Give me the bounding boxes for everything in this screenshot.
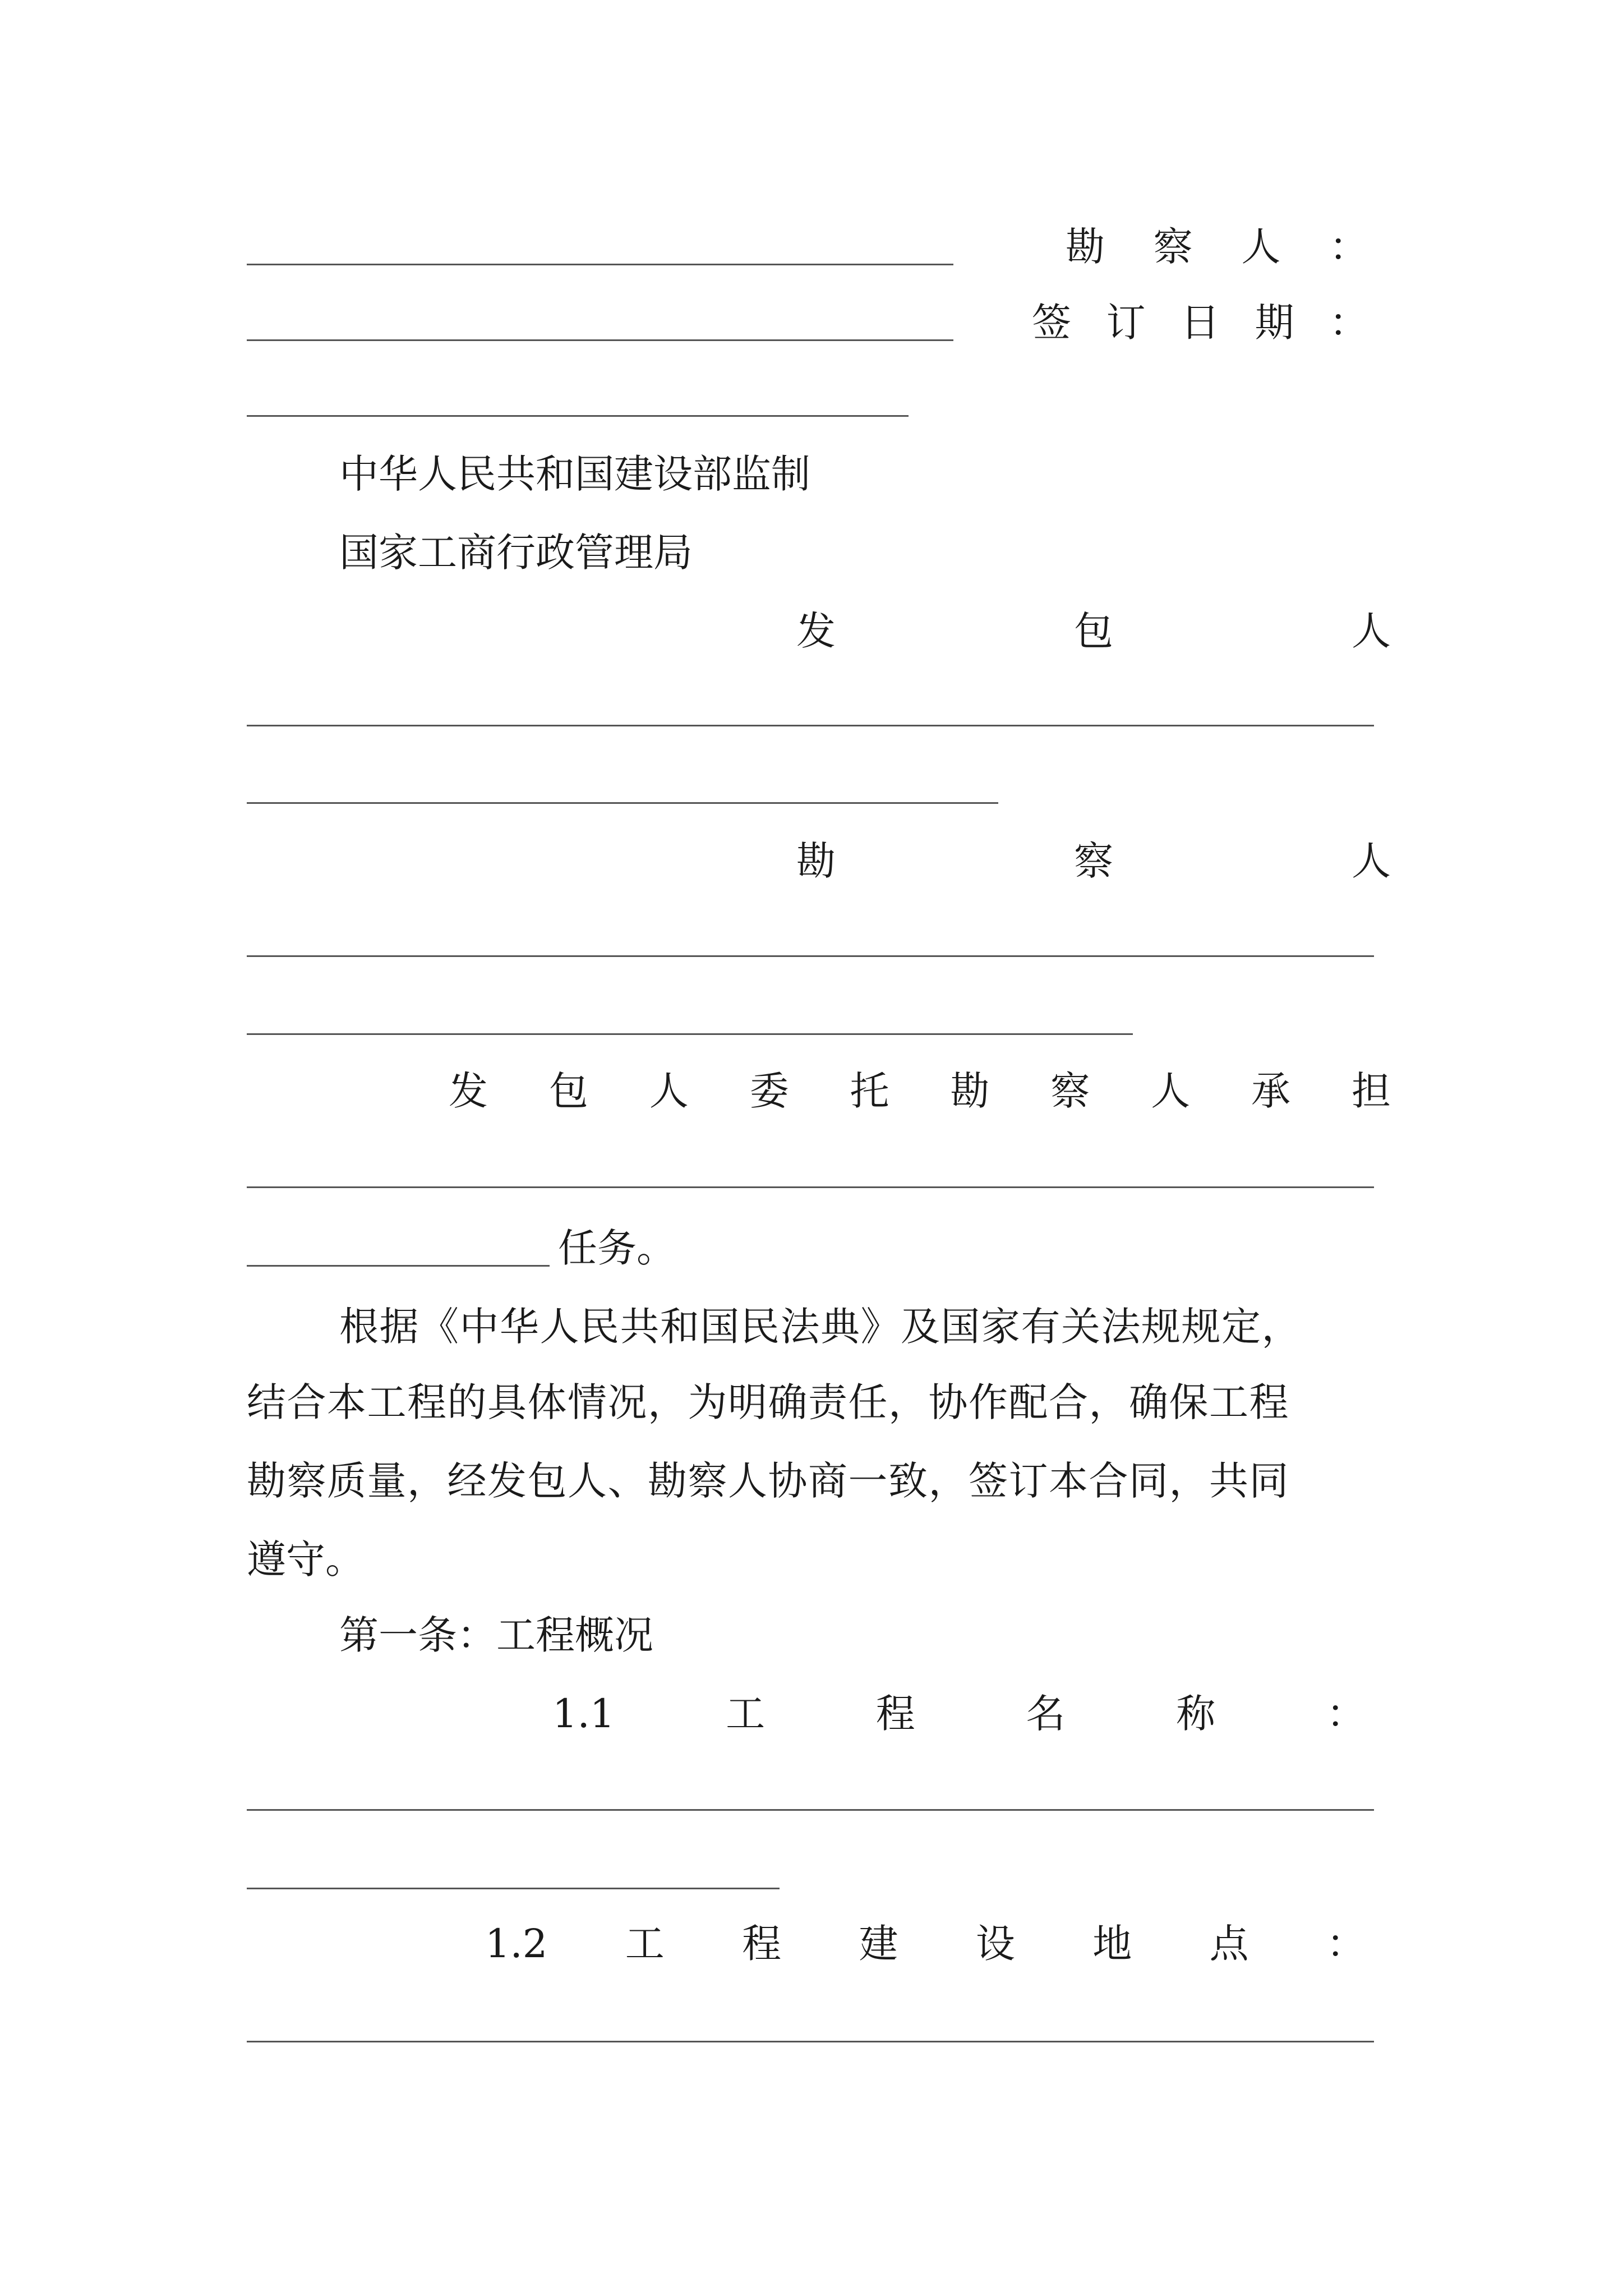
preamble-line-3: 勘察质量，经发包人、勘察人协商一致，签订本合同，共同: [247, 1458, 1289, 1504]
char: 包: [1074, 608, 1113, 654]
char: 点: [1209, 1921, 1249, 1967]
char: 勘: [950, 1068, 990, 1114]
sign-date-blank-line-2: [247, 415, 909, 417]
task-blank-line: [247, 1265, 550, 1267]
char: 人: [649, 1068, 689, 1114]
char: 程: [875, 1691, 915, 1737]
client-blank-line-2: [247, 802, 998, 804]
char: ：: [1326, 1691, 1366, 1737]
surveyor-blank-line-2: [247, 1033, 1133, 1035]
sign-date-blank-line: [247, 339, 953, 341]
article-1-item-1: [552, 1691, 1366, 1737]
char: 设: [975, 1921, 1015, 1967]
char: 察: [1074, 838, 1113, 884]
char: 工: [726, 1691, 766, 1737]
char: 名: [1026, 1691, 1066, 1737]
char: 承: [1251, 1068, 1290, 1114]
char: ：: [1329, 300, 1368, 346]
preamble-line-1: 根据《中华人民共和国民法典》及国家有关法规规定，: [339, 1304, 1302, 1350]
char: 日: [1181, 300, 1220, 346]
char: 人: [1241, 224, 1281, 270]
surveyor-blank-line: [247, 955, 1374, 957]
task-suffix: 任务。: [558, 1225, 676, 1271]
char: ：: [1326, 1921, 1366, 1967]
char: 发: [796, 608, 836, 654]
issuer-line-1: 中华人民共和国建设部监制: [339, 451, 810, 497]
char: 工: [625, 1921, 665, 1967]
char: 担: [1351, 1068, 1391, 1114]
char: 建: [859, 1921, 898, 1967]
article-1-item-2: [485, 1921, 1366, 1967]
issuer-line-2: 国家工商行政管理局: [339, 530, 693, 576]
char: 订: [1106, 300, 1146, 346]
char: 勘: [796, 838, 836, 884]
item-number: 1.1: [552, 1691, 615, 1737]
preamble-line-2: 结合本工程的具体情况，为明确责任，协作配合，确保工程: [247, 1379, 1289, 1425]
entrust-sentence: [449, 1068, 1391, 1114]
project-name-blank-line-2: [247, 1888, 780, 1889]
header-surveyor-label: [1066, 224, 1368, 270]
char: 人: [1352, 608, 1391, 654]
char: 程: [742, 1921, 782, 1967]
char: 发: [449, 1068, 488, 1114]
client-label: [796, 608, 1391, 654]
char: 人: [1352, 838, 1391, 884]
char: 委: [749, 1068, 789, 1114]
char: 地: [1092, 1921, 1132, 1967]
char: 包: [548, 1068, 588, 1114]
surveyor-blank-line: [247, 264, 953, 265]
article-1-title: 第一条：工程概况: [339, 1612, 653, 1658]
site-location-blank-line: [247, 2041, 1374, 2042]
entrust-blank-line: [247, 1186, 1374, 1188]
preamble-line-4: 遵守。: [247, 1536, 365, 1582]
client-blank-line: [247, 725, 1374, 726]
char: 察: [1153, 224, 1193, 270]
char: 称: [1176, 1691, 1216, 1737]
project-name-blank-line: [247, 1809, 1374, 1811]
char: 勘: [1066, 224, 1105, 270]
char: ：: [1329, 224, 1368, 270]
header-sign-date-label: [1032, 300, 1368, 346]
char: 托: [850, 1068, 889, 1114]
surveyor-label: [796, 838, 1391, 884]
char: 人: [1151, 1068, 1191, 1114]
char: 签: [1032, 300, 1071, 346]
char: 期: [1255, 300, 1294, 346]
item-number: 1.2: [485, 1921, 548, 1967]
char: 察: [1050, 1068, 1090, 1114]
